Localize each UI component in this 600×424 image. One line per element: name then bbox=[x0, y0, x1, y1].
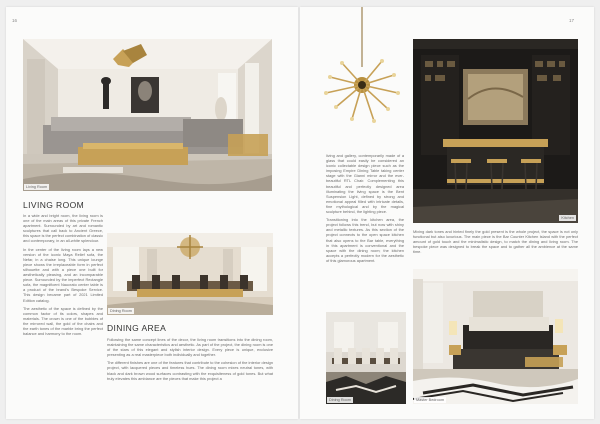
living-room-body bbox=[23, 213, 103, 413]
photo-caption: Living Room bbox=[26, 185, 48, 189]
page-number-right: 17 bbox=[568, 18, 574, 23]
page-number-left: 16 bbox=[12, 18, 18, 23]
chandelier-image bbox=[322, 7, 402, 145]
left-page bbox=[6, 7, 298, 419]
paragraph: living and gallery, contemporarily made of a glass that could easily be considered an iconic collectable design piece such as the imposing Empire Dining Table taking center stage with the Gianni mirror and the ever-beautiful RTL Chair. Complementing this beautiful and perfectly designed area illuminating the living space is the Bent Suspension Light, defined by strong and emotional appeal filled with intricate details, fine mythological and by the magical sculpture behind, the lighting piece. bbox=[326, 153, 404, 215]
paragraph: In a wide and bright room, the living room is one of the main areas of this private French apartment. Surrounded by art and romantic sculptures that call back to Ancient Greece, this space is the perfect combination of classic and contemporary, in an all-white splendour. bbox=[23, 213, 103, 244]
paragraph: The different finishes are one of the features that contribute to the cohesion of the interior design project, with lacquered pieces and timeless hues. The dining room mixes neutral tones, with black and dark brown wood surfaces contrasting with the exquisiteness of gold tones. But what truly elevates this ambiance are the pieces that make this project a bbox=[107, 360, 273, 381]
photo-caption: Dining Room bbox=[110, 309, 132, 313]
photo-caption: Kitchen bbox=[561, 216, 574, 220]
photo-caption: Master Bedroom bbox=[416, 398, 445, 402]
living-room-photo bbox=[23, 39, 272, 191]
living-room-heading: LIVING ROOM bbox=[23, 200, 85, 210]
kitchen-body bbox=[413, 229, 578, 265]
paragraph: The aesthetic of the space is defined by the common factor of its colors, shapes and materials. The crown is one of the bubbles of the mirrored wall, the gold of the chairs and the earth tones of the marble bring the perfect balance and harmony to the room. bbox=[23, 305, 103, 337]
middle-column-text bbox=[326, 153, 404, 305]
dining-room-small-photo bbox=[326, 312, 406, 404]
photo-caption: Dining Room bbox=[329, 398, 351, 402]
paragraph: In the center of the living room lays a new version of the iconic Maya Relief sofa, the Nefar, in a chaise long. This unique lounge piece shows the irreplaceable form in perfect silhouette and with a piece one built for aesthetically pleasing, and an incomparable piece. Surrounded by the imperfect Rectangle sofa, the magnificent Naucrato center table is a product of the brand's Bespoke Service. This design became part of 2021 Limited Edition catalog. bbox=[23, 246, 103, 303]
paragraph: Following the same concept lines of the decor, the living room transitions into the dining room, maintaining the same characteristics and aesthetic. As part of the project, the dining room is one of the stars of this elegant and stylish interior design. Every piece is unique, exclusive presenting as a real masterpiece both individually and together. bbox=[107, 337, 273, 358]
kitchen-photo bbox=[413, 39, 578, 223]
master-bedroom-photo bbox=[413, 269, 578, 404]
dining-area-heading: DINING AREA bbox=[107, 323, 167, 333]
dining-area-body bbox=[107, 337, 273, 405]
paragraph: Transitioning into the kitchen area, the project follows this trend, but now with shiny and metallic textures. As this section of the project connects to the open space kitchen that also opens to the Bar table, everything in this apartment is conventional and the space with the dining room; the kitchen accepts a perfectly modern for the aesthetic of this glamorous apartment. bbox=[326, 217, 404, 263]
right-page bbox=[300, 7, 594, 419]
dining-room-photo bbox=[107, 233, 273, 315]
paragraph: Mixing dark tones and hinted finely the gold present is the whole project, the space is not only functional but also luxurious. The main piece is the Bar Counter Kitchen Island with the perfect amount of gold touch and the minimalistic design, to match the dining and living room. The bespoke piece was designed to break the space and to gather all the ambience at the same time. bbox=[413, 229, 578, 255]
